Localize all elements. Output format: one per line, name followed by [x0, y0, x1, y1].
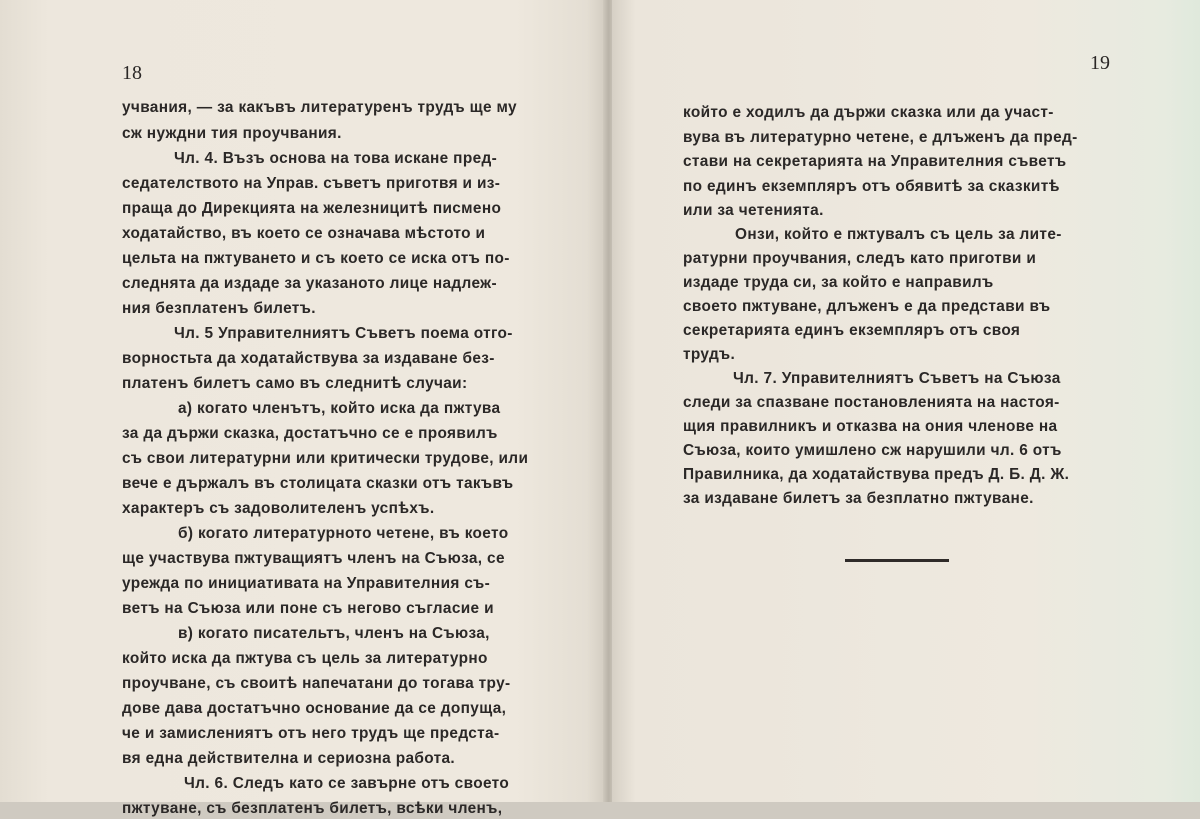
text-line: в) когато писательтъ, членъ на Съюза,: [178, 625, 490, 642]
text-line: издаде труда си, за който е направилъ: [683, 274, 994, 291]
text-line: ветъ на Съюза или поне съ негово съгласие и: [122, 600, 494, 617]
text-line: пжтуване, съ безплатенъ билетъ, всѣки членъ,: [122, 800, 503, 817]
text-line: вува въ литературно четене, е длъженъ да пред-: [683, 129, 1078, 146]
text-line: който е ходилъ да държи сказка или да участ-: [683, 104, 1054, 121]
page-number-left: 18: [122, 62, 142, 84]
text-line: трудъ.: [683, 346, 736, 363]
text-line: урежда по инициативата на Управителния съ-: [122, 575, 491, 592]
text-line: Чл. 6. Следъ като се завърне отъ своето: [184, 775, 510, 792]
text-line: учвания, — за какъвъ литературенъ трудъ ще му: [122, 99, 517, 116]
text-line: вече е държалъ въ столицата сказки отъ такъвъ: [122, 475, 514, 492]
page-number-right: 19: [1090, 52, 1110, 74]
text-line: праща до Дирекцията на железницитѣ писмено: [122, 200, 502, 217]
text-line: секретарията единъ екземпляръ отъ своя: [683, 322, 1021, 339]
text-line: Съюза, които умишлено сж нарушили чл. 6 отъ: [683, 442, 1062, 459]
text-line: своето пжтуване, длъженъ е да представи въ: [683, 298, 1051, 315]
text-line: Чл. 7. Управителниятъ Съветъ на Съюза: [733, 370, 1061, 387]
text-line: за да държи сказка, достатъчно се е проявилъ: [122, 425, 498, 442]
text-line: платенъ билетъ само въ следнитѣ случаи:: [122, 375, 468, 392]
text-line: че и замислениятъ отъ него трудъ ще предста-: [122, 725, 500, 742]
text-line: проучване, съ своитѣ напечатани до тогава тру-: [122, 675, 511, 692]
text-line: ния безплатенъ билетъ.: [122, 300, 316, 317]
text-line: стави на секретарията на Управителния съветъ: [683, 153, 1067, 170]
end-rule: [845, 559, 949, 562]
text-line: щия правилникъ и отказва на ония членове на: [683, 418, 1058, 435]
text-line: б) когато литературното четене, въ което: [178, 525, 509, 542]
text-line: Чл. 4. Възъ основа на това искане пред-: [174, 150, 498, 167]
text-line: следи за спазване постановленията на настоя-: [683, 394, 1060, 411]
text-line: Чл. 5 Управителниятъ Съветъ поема отго-: [174, 325, 513, 342]
text-line: който иска да пжтува съ цель за литературно: [122, 650, 488, 667]
text-line: сж нуждни тия проучвания.: [122, 125, 342, 142]
text-line: характеръ съ задоволителенъ успѣхъ.: [122, 500, 435, 517]
text-line: Правилника, да ходатайствува предъ Д. Б. Д. Ж.: [683, 466, 1070, 483]
text-line: за издаване билетъ за безплатно пжтуване.: [683, 490, 1034, 507]
text-line: Онзи, който е пжтувалъ съ цель за лите-: [735, 226, 1062, 243]
text-line: ворностьта да ходатайствува за издаване без-: [122, 350, 495, 367]
text-line: ще участвува пжтуващиятъ членъ на Съюза, се: [122, 550, 505, 567]
text-line: седателството на Управ. съветъ приготвя и из-: [122, 175, 501, 192]
text-line: дове дава достатъчно основание да се допуща,: [122, 700, 507, 717]
text-line: вя една действителна и сериозна работа.: [122, 750, 455, 767]
text-line: или за четенията.: [683, 202, 824, 219]
text-line: а) когато членътъ, който иска да пжтува: [178, 400, 501, 417]
text-line: по единъ екземпляръ отъ обявитѣ за сказкитѣ: [683, 178, 1060, 195]
text-line: следнята да издаде за указаното лице надлеж-: [122, 275, 497, 292]
text-line: съ свои литературни или критически трудове, или: [122, 450, 529, 467]
text-line: цельта на пжтуването и съ което се иска отъ по-: [122, 250, 510, 267]
text-line: ходатайство, въ което се означава мѣстото и: [122, 225, 486, 242]
text-line: ратурни проучвания, следъ като приготви и: [683, 250, 1037, 267]
